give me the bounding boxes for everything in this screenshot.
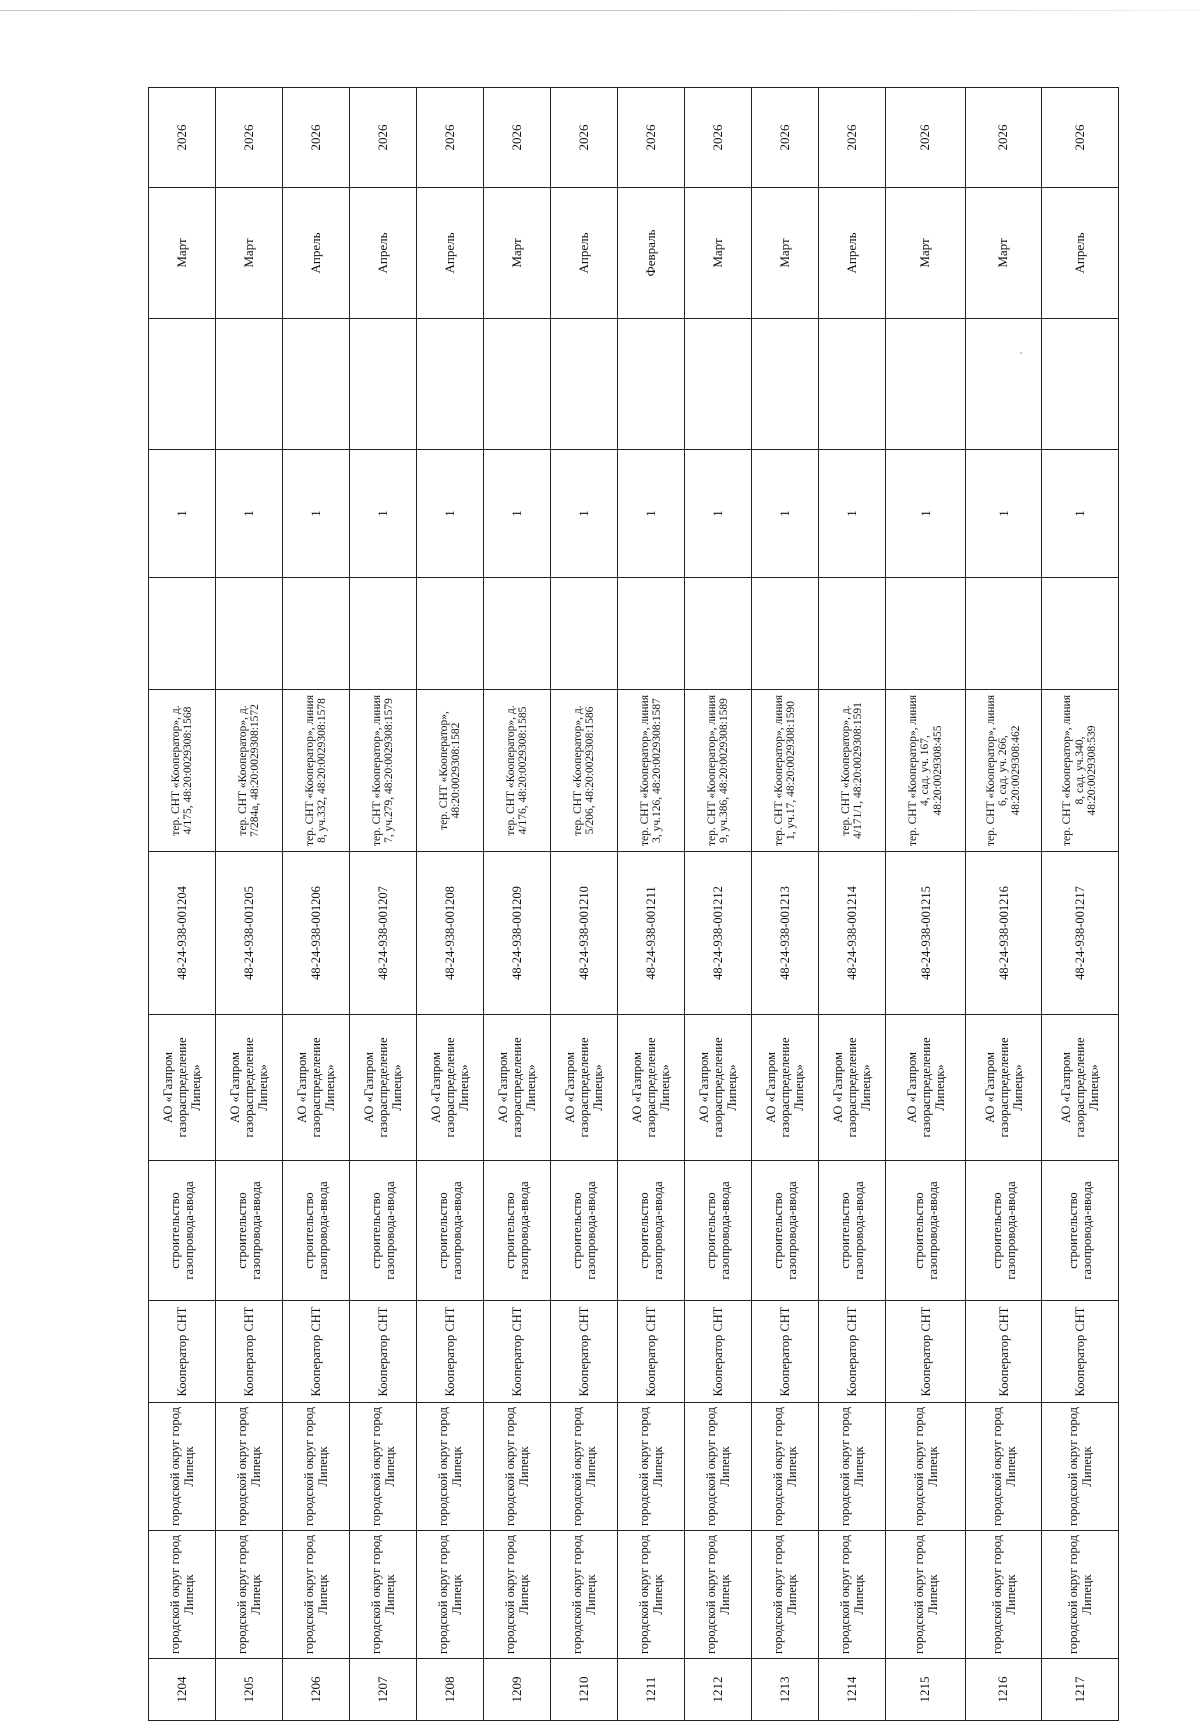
- object-code-cell: 48-24-938-001211: [618, 852, 685, 1015]
- month-cell: Апрель: [819, 188, 886, 319]
- empty-cell: [886, 319, 966, 450]
- organization-cell: АО «Газпром газораспределение Липецк»: [752, 1015, 819, 1161]
- table-row: [618, 88, 685, 1721]
- work-type-cell: строительство газопровода-ввода: [283, 1161, 350, 1301]
- object-name-cell: Кооператор СНТ: [819, 1301, 886, 1403]
- organization-cell: АО «Газпром газораспределение Липецк»: [966, 1015, 1042, 1161]
- count-cell: 1: [283, 450, 350, 578]
- row-number-cell: 1216: [966, 1659, 1042, 1721]
- object-code-cell: 48-24-938-001205: [216, 852, 283, 1015]
- table-row: [216, 88, 283, 1721]
- row-number-cell: 1210: [551, 1659, 618, 1721]
- empty-cell: [685, 319, 752, 450]
- empty-cell: [752, 578, 819, 690]
- empty-cell: [966, 578, 1042, 690]
- empty-cell: [216, 578, 283, 690]
- address-cell: тер. СНТ «Кооператор», д. 7/284а, 48:20:0029308:1572: [216, 690, 283, 852]
- municipality-cell: городской округ город Липецк: [350, 1531, 417, 1659]
- count-cell: 1: [551, 450, 618, 578]
- empty-cell: [484, 578, 551, 690]
- organization-cell: АО «Газпром газораспределение Липецк»: [886, 1015, 966, 1161]
- organization-cell: АО «Газпром газораспределение Липецк»: [283, 1015, 350, 1161]
- row-number-cell: 1215: [886, 1659, 966, 1721]
- municipality-cell: городской округ город Липецк: [149, 1531, 216, 1659]
- empty-cell: [216, 319, 283, 450]
- object-code-cell: 48-24-938-001209: [484, 852, 551, 1015]
- work-type-cell: строительство газопровода-ввода: [149, 1161, 216, 1301]
- row-number-cell: 1207: [350, 1659, 417, 1721]
- object-name-cell: Кооператор СНТ: [618, 1301, 685, 1403]
- settlement-cell: городской округ город Липецк: [685, 1403, 752, 1531]
- municipality-cell: городской округ город Липецк: [216, 1531, 283, 1659]
- table-row: [886, 88, 966, 1721]
- object-name-cell: Кооператор СНТ: [966, 1301, 1042, 1403]
- year-cell: 2026: [216, 88, 283, 188]
- settlement-cell: городской округ город Липецк: [149, 1403, 216, 1531]
- work-type-cell: строительство газопровода-ввода: [216, 1161, 283, 1301]
- month-cell: Март: [216, 188, 283, 319]
- object-code-cell: 48-24-938-001204: [149, 852, 216, 1015]
- row-number-cell: 1209: [484, 1659, 551, 1721]
- year-cell: 2026: [149, 88, 216, 188]
- count-cell: 1: [966, 450, 1042, 578]
- settlement-cell: городской округ город Липецк: [618, 1403, 685, 1531]
- year-cell: 2026: [484, 88, 551, 188]
- count-cell: 1: [618, 450, 685, 578]
- year-cell: 2026: [1042, 88, 1119, 188]
- work-type-cell: строительство газопровода-ввода: [484, 1161, 551, 1301]
- settlement-cell: городской округ город Липецк: [752, 1403, 819, 1531]
- address-cell: тер. СНТ «Кооператор», д. 4/171/1, 48:20:0029308:1591: [819, 690, 886, 852]
- empty-cell: [551, 578, 618, 690]
- empty-cell: [819, 578, 886, 690]
- address-cell: тер. СНТ «Кооператор», 48:20:0029308:1582: [417, 690, 484, 852]
- empty-cell: [886, 578, 966, 690]
- table-row: [484, 88, 551, 1721]
- empty-cell: [283, 578, 350, 690]
- settlement-cell: городской округ город Липецк: [819, 1403, 886, 1531]
- work-type-cell: строительство газопровода-ввода: [966, 1161, 1042, 1301]
- row-number-cell: 1205: [216, 1659, 283, 1721]
- municipality-cell: городской округ город Липецк: [886, 1531, 966, 1659]
- object-code-cell: 48-24-938-001217: [1042, 852, 1119, 1015]
- row-number-cell: 1208: [417, 1659, 484, 1721]
- year-cell: 2026: [886, 88, 966, 188]
- count-cell: 1: [819, 450, 886, 578]
- work-type-cell: строительство газопровода-ввода: [1042, 1161, 1119, 1301]
- empty-cell: [1042, 578, 1119, 690]
- organization-cell: АО «Газпром газораспределение Липецк»: [149, 1015, 216, 1161]
- object-name-cell: Кооператор СНТ: [149, 1301, 216, 1403]
- month-cell: Март: [484, 188, 551, 319]
- row-number-cell: 1212: [685, 1659, 752, 1721]
- count-cell: 1: [350, 450, 417, 578]
- settlement-cell: городской округ город Липецк: [886, 1403, 966, 1531]
- work-type-cell: строительство газопровода-ввода: [551, 1161, 618, 1301]
- work-type-cell: строительство газопровода-ввода: [685, 1161, 752, 1301]
- count-cell: 1: [1042, 450, 1119, 578]
- year-cell: 2026: [966, 88, 1042, 188]
- object-code-cell: 48-24-938-001208: [417, 852, 484, 1015]
- table-row: [752, 88, 819, 1721]
- year-cell: 2026: [819, 88, 886, 188]
- count-cell: 1: [752, 450, 819, 578]
- year-cell: 2026: [350, 88, 417, 188]
- table-row: [149, 88, 216, 1721]
- object-code-cell: 48-24-938-001215: [886, 852, 966, 1015]
- empty-cell: [752, 319, 819, 450]
- organization-cell: АО «Газпром газораспределение Липецк»: [484, 1015, 551, 1161]
- address-cell: тер. СНТ «Кооператор», д. 4/176, 48:20:0029308:1585: [484, 690, 551, 852]
- empty-cell: [551, 319, 618, 450]
- municipality-cell: городской округ город Липецк: [1042, 1531, 1119, 1659]
- municipality-cell: городской округ город Липецк: [966, 1531, 1042, 1659]
- address-cell: тер. СНТ «Кооператор», линия 3, уч.126, 48:20:0029308:1587: [618, 690, 685, 852]
- row-number-cell: 1206: [283, 1659, 350, 1721]
- municipality-cell: городской округ город Липецк: [685, 1531, 752, 1659]
- rotated-page-frame: [148, 124, 1106, 1721]
- row-number-cell: 1204: [149, 1659, 216, 1721]
- organization-cell: АО «Газпром газораспределение Липецк»: [551, 1015, 618, 1161]
- table-row: [551, 88, 618, 1721]
- month-cell: Март: [966, 188, 1042, 319]
- settlement-cell: городской округ город Липецк: [417, 1403, 484, 1531]
- settlement-cell: городской округ город Липецк: [484, 1403, 551, 1531]
- organization-cell: АО «Газпром газораспределение Липецк»: [216, 1015, 283, 1161]
- month-cell: Апрель: [283, 188, 350, 319]
- empty-cell: [350, 319, 417, 450]
- work-type-cell: строительство газопровода-ввода: [417, 1161, 484, 1301]
- row-number-cell: 1213: [752, 1659, 819, 1721]
- empty-cell: [1042, 319, 1119, 450]
- settlement-cell: городской округ город Липецк: [966, 1403, 1042, 1531]
- settlement-cell: городской округ город Липецк: [350, 1403, 417, 1531]
- work-type-cell: строительство газопровода-ввода: [618, 1161, 685, 1301]
- month-cell: Март: [752, 188, 819, 319]
- organization-cell: АО «Газпром газораспределение Липецк»: [417, 1015, 484, 1161]
- empty-cell: [417, 319, 484, 450]
- month-cell: Март: [886, 188, 966, 319]
- object-code-cell: 48-24-938-001212: [685, 852, 752, 1015]
- municipality-cell: городской округ город Липецк: [484, 1531, 551, 1659]
- work-type-cell: строительство газопровода-ввода: [819, 1161, 886, 1301]
- address-cell: тер. СНТ «Кооператор», линия 1, уч.17, 48:20:0029308:1590: [752, 690, 819, 852]
- row-number-cell: 1217: [1042, 1659, 1119, 1721]
- work-type-cell: строительство газопровода-ввода: [886, 1161, 966, 1301]
- object-code-cell: 48-24-938-001210: [551, 852, 618, 1015]
- empty-cell: [484, 319, 551, 450]
- object-name-cell: Кооператор СНТ: [886, 1301, 966, 1403]
- object-name-cell: Кооператор СНТ: [417, 1301, 484, 1403]
- gasification-schedule-table: [148, 87, 1119, 1721]
- table-row: [966, 88, 1042, 1721]
- count-cell: 1: [417, 450, 484, 578]
- organization-cell: АО «Газпром газораспределение Липецк»: [1042, 1015, 1119, 1161]
- empty-cell: [149, 578, 216, 690]
- empty-cell: [819, 319, 886, 450]
- year-cell: 2026: [752, 88, 819, 188]
- count-cell: 1: [149, 450, 216, 578]
- table-body: [149, 88, 1119, 1721]
- address-cell: тер. СНТ «Кооператор», линия 6, сад. уч. 266, 48:20:0029308:462: [966, 690, 1042, 852]
- row-number-cell: 1211: [618, 1659, 685, 1721]
- address-cell: тер. СНТ «Кооператор», линия 8, уч.332, 48:20:0029308:1578: [283, 690, 350, 852]
- object-name-cell: Кооператор СНТ: [685, 1301, 752, 1403]
- settlement-cell: городской округ город Липецк: [283, 1403, 350, 1531]
- address-cell: тер. СНТ «Кооператор», линия 4, сад. уч. 167, 48:20:0029308:455: [886, 690, 966, 852]
- settlement-cell: городской округ город Липецк: [1042, 1403, 1119, 1531]
- address-cell: тер. СНТ «Кооператор», линия 8, сад. уч.340, 48:20:0029308:539: [1042, 690, 1119, 852]
- table-row: [350, 88, 417, 1721]
- year-cell: 2026: [417, 88, 484, 188]
- count-cell: 1: [484, 450, 551, 578]
- object-name-cell: Кооператор СНТ: [283, 1301, 350, 1403]
- year-cell: 2026: [685, 88, 752, 188]
- empty-cell: [149, 319, 216, 450]
- year-cell: 2026: [618, 88, 685, 188]
- organization-cell: АО «Газпром газораспределение Липецк»: [350, 1015, 417, 1161]
- object-name-cell: Кооператор СНТ: [350, 1301, 417, 1403]
- municipality-cell: городской округ город Липецк: [819, 1531, 886, 1659]
- municipality-cell: городской округ город Липецк: [417, 1531, 484, 1659]
- municipality-cell: городской округ город Липецк: [752, 1531, 819, 1659]
- month-cell: Апрель: [417, 188, 484, 319]
- organization-cell: АО «Газпром газораспределение Липецк»: [618, 1015, 685, 1161]
- month-cell: Апрель: [350, 188, 417, 319]
- object-code-cell: 48-24-938-001207: [350, 852, 417, 1015]
- object-name-cell: Кооператор СНТ: [216, 1301, 283, 1403]
- table-row: [283, 88, 350, 1721]
- row-number-cell: 1214: [819, 1659, 886, 1721]
- scan-top-edge-line: [0, 10, 1200, 11]
- object-name-cell: Кооператор СНТ: [484, 1301, 551, 1403]
- empty-cell: [685, 578, 752, 690]
- table-row: [1042, 88, 1119, 1721]
- table-row: [685, 88, 752, 1721]
- empty-cell: [618, 319, 685, 450]
- address-cell: тер. СНТ «Кооператор», д. 4/175, 48:20:0029308:1568: [149, 690, 216, 852]
- object-code-cell: 48-24-938-001206: [283, 852, 350, 1015]
- count-cell: 1: [216, 450, 283, 578]
- object-name-cell: Кооператор СНТ: [1042, 1301, 1119, 1403]
- empty-cell: [966, 319, 1042, 450]
- address-cell: тер. СНТ «Кооператор», линия 9, уч.386, 48:20:0029308:1589: [685, 690, 752, 852]
- municipality-cell: городской округ город Липецк: [283, 1531, 350, 1659]
- month-cell: Апрель: [551, 188, 618, 319]
- object-code-cell: 48-24-938-001213: [752, 852, 819, 1015]
- municipality-cell: городской округ город Липецк: [618, 1531, 685, 1659]
- object-name-cell: Кооператор СНТ: [551, 1301, 618, 1403]
- year-cell: 2026: [283, 88, 350, 188]
- object-code-cell: 48-24-938-001216: [966, 852, 1042, 1015]
- object-name-cell: Кооператор СНТ: [752, 1301, 819, 1403]
- month-cell: Март: [685, 188, 752, 319]
- object-code-cell: 48-24-938-001214: [819, 852, 886, 1015]
- month-cell: Апрель: [1042, 188, 1119, 319]
- organization-cell: АО «Газпром газораспределение Липецк»: [819, 1015, 886, 1161]
- address-cell: тер. СНТ «Кооператор», д. 5/206, 48:20:0029308:1586: [551, 690, 618, 852]
- year-cell: 2026: [551, 88, 618, 188]
- settlement-cell: городской округ город Липецк: [216, 1403, 283, 1531]
- work-type-cell: строительство газопровода-ввода: [752, 1161, 819, 1301]
- table-row: [417, 88, 484, 1721]
- settlement-cell: городской округ город Липецк: [551, 1403, 618, 1531]
- table-row: [819, 88, 886, 1721]
- empty-cell: [350, 578, 417, 690]
- count-cell: 1: [886, 450, 966, 578]
- empty-cell: [417, 578, 484, 690]
- empty-cell: [283, 319, 350, 450]
- month-cell: Март: [149, 188, 216, 319]
- empty-cell: [618, 578, 685, 690]
- count-cell: 1: [685, 450, 752, 578]
- month-cell: Февраль: [618, 188, 685, 319]
- municipality-cell: городской округ город Липецк: [551, 1531, 618, 1659]
- address-cell: тер. СНТ «Кооператор», линия 7, уч.279, 48:20:0029308:1579: [350, 690, 417, 852]
- work-type-cell: строительство газопровода-ввода: [350, 1161, 417, 1301]
- organization-cell: АО «Газпром газораспределение Липецк»: [685, 1015, 752, 1161]
